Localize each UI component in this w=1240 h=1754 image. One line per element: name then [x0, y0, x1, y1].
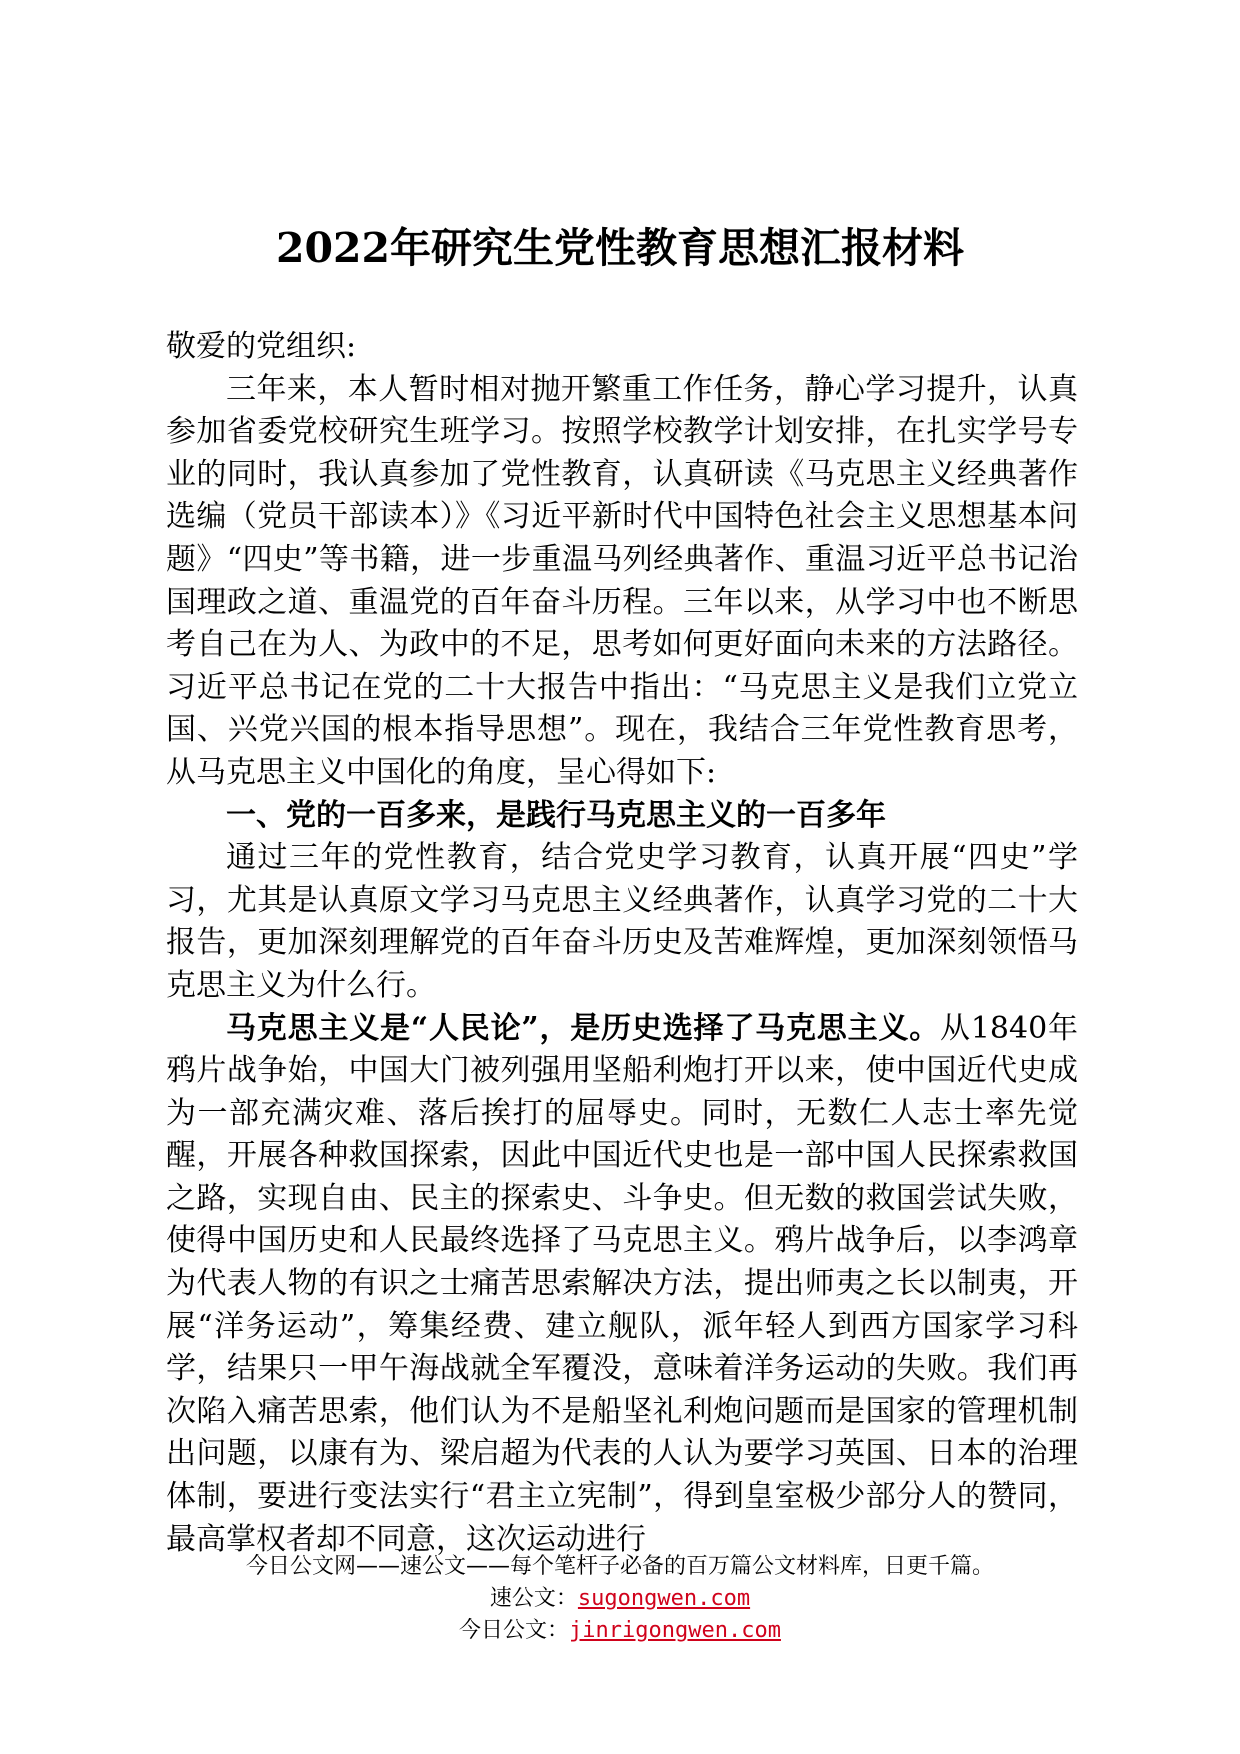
sugongwen-link[interactable]: sugongwen.com: [577, 1586, 751, 1611]
salutation: 敬爱的党组织:: [166, 329, 357, 364]
paragraph-study: 通过三年的党性教育，结合党史学习教育，认真开展“四史”学习，尤其是认真原文学习马克思主义经典著作，认真学习党的二十大报告，更加深刻理解党的百年奋斗历史及苦难辉煌，更加深刻领悟马克思主义为什么行。: [166, 840, 1078, 1003]
footer-jinrigongwen: [0, 1616, 1240, 1646]
footer-sugongwen-label: 速公文：: [489, 1586, 578, 1611]
section-heading-1: 一、党的一百多来，是践行马克思主义的一百多年: [226, 797, 886, 833]
footer-jinrigongwen-label: 今日公文：: [459, 1618, 570, 1643]
jinrigongwen-link[interactable]: jinrigongwen.com: [569, 1618, 781, 1643]
document-body: [166, 326, 1078, 1561]
page-title: 2022年研究生党性教育思想汇报材料: [275, 224, 965, 272]
paragraph-history-body: 从1840年鸦片战争始，中国大门被列强用坚船利炮打开以来，使中国近代史成为一部充满灾难、落后挨打的屈辱史。同时，无数仁人志士率先觉醒，开展各种救国探索，因此中国近代史也是一部中国人民探索救国之路，实现自由、民主的探索史、斗争史。但无数的救国尝试失败，使得中国历史和人民最终选择了马克思主义。鸦片战争后，以李鸿章为代表人物的有识之士痛苦思索解决方法，提出师夷之长以制夷，开展“洋务运动”，筹集经费、建立舰队，派年轻人到西方国家学习科学，结果只一甲午海战就全军覆没，意味着洋务运动的失败。我们再次陷入痛苦思索，他们认为不是船坚礼利炮问题而是国家的管理机制出问题，以康有为、梁启超为代表的人认为要学习英国、日本的治理体制，要进行变法实行“君主立宪制”，得到皇室极少部分人的赞同，最高掌权者却不同意，这次运动进行: [166, 1010, 1078, 1557]
paragraph-intro: 三年来，本人暂时相对抛开繁重工作任务，静心学习提升，认真参加省委党校研究生班学习。按照学校教学计划安排，在扎实学号专业的同时，我认真参加了党性教育，认真研读《马克思主义经典著作选编（党员干部读本）》《习近平新时代中国特色社会主义思想基本问题》“四史”等书籍，进一步重温马列经典著作、重温习近平总书记治国理政之道、重温党的百年奋斗历程。三年以来，从学习中也不断思考自己在为人、为政中的不足，思考如何更好面向未来的方法路径。习近平总书记在党的二十大报告中指出：“马克思主义是我们立党立国、兴党兴国的根本指导思想”。现在，我结合三年党性教育思考，从马克思主义中国化的角度，呈心得如下:: [166, 371, 1078, 790]
footer-slogan: 今日公文网——速公文——每个笔杆子必备的百万篇公文材料库，日更千篇。: [245, 1554, 994, 1579]
paragraph-history: [166, 1008, 1078, 1562]
paragraph-history-lead: 马克思主义是“人民论”，是历史选择了马克思主义。: [226, 1010, 941, 1046]
footer-sugongwen: [0, 1584, 1240, 1614]
